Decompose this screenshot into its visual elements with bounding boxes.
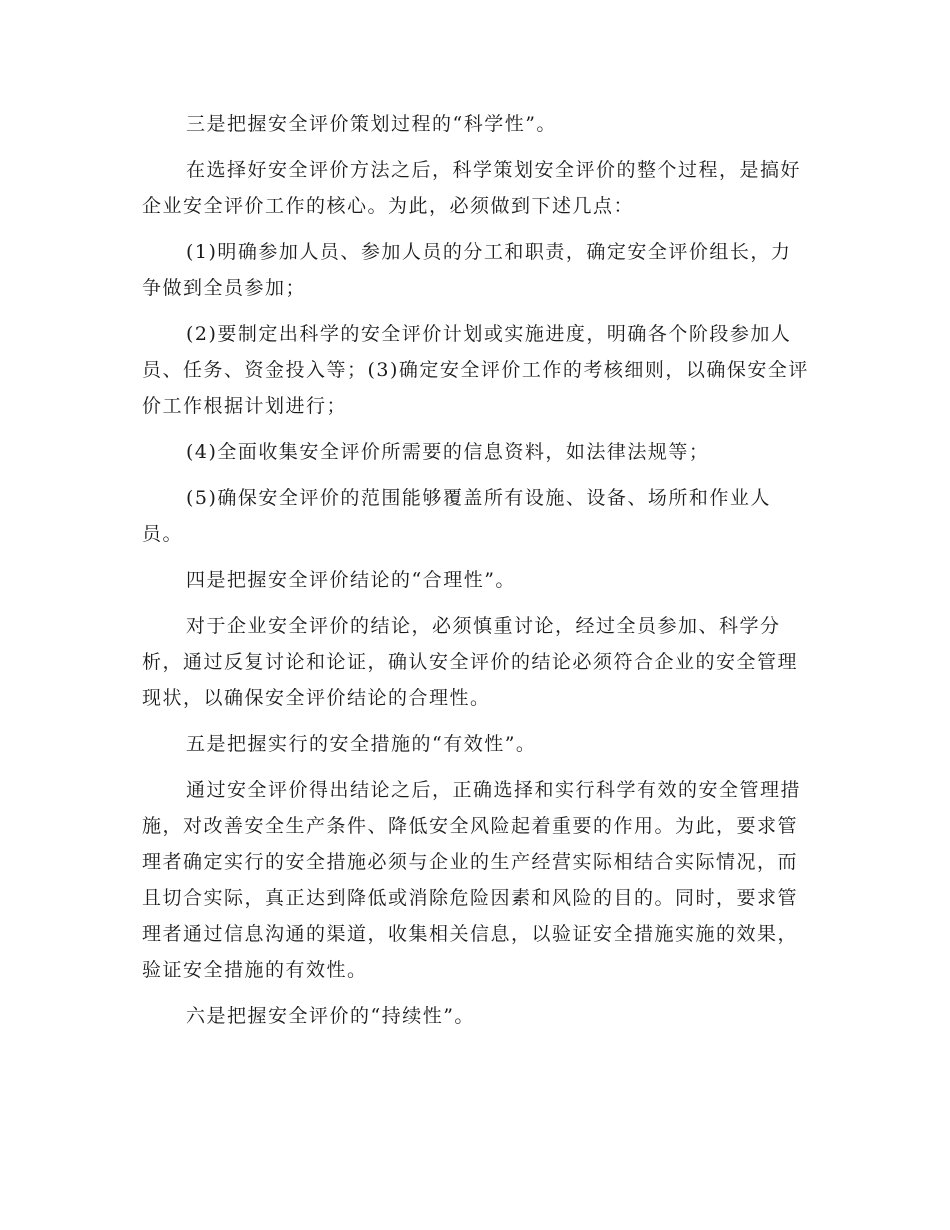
heading-paragraph-3: 三是把握安全评价策划过程的“科学性”。	[186, 113, 557, 135]
list-item-5: (5)确保安全评价的范围能够覆盖所有设施、设备、场所和作业人员。	[142, 487, 771, 545]
heading-paragraph-6: 六是把握安全评价的“持续性”。	[186, 1005, 475, 1027]
body-paragraph: 对于企业安全评价的结论，必须慎重讨论，经过全员参加、科学分析，通过反复讨论和论证，确认安全评价的结论必须符合企业的安全管理现状，以确保安全评价结论的合理性。	[142, 615, 799, 709]
body-paragraph: 在选择好安全评价方法之后，科学策划安全评价的整个过程，是搞好企业安全评价工作的核心。为此，必须做到下述几点：	[142, 159, 802, 217]
body-paragraph: 通过安全评价得出结论之后，正确选择和实行科学有效的安全管理措施，对改善安全生产条件、降低安全风险起着重要的作用。为此，要求管理者确定实行的安全措施必须与企业的生产经营实际相结合实际情况，而且切合实际，真正达到降低或消除危险因素和风险的目的。同时，要求管理者通过信息沟通的渠道，收集相关信息，以验证安全措施实施的效果，验证安全措施的有效性。	[142, 779, 802, 981]
list-item-4: (4)全面收集安全评价所需要的信息资料，如法律法规等；	[186, 441, 710, 463]
document-body	[142, 106, 810, 1044]
list-item-1: (1)明确参加人员、参加人员的分工和职责，确定安全评价组长，力争做到全员参加；	[142, 241, 792, 299]
heading-paragraph-5: 五是把握实行的安全措施的“有效性”。	[186, 733, 537, 755]
heading-paragraph-4: 四是把握安全评价结论的“合理性”。	[186, 569, 516, 591]
list-item-2-3: (2)要制定出科学的安全评价计划或实施进度，明确各个阶段参加人员、任务、资金投入等；(3)确定安全评价工作的考核细则，以确保安全评价工作根据计划进行；	[142, 323, 809, 417]
